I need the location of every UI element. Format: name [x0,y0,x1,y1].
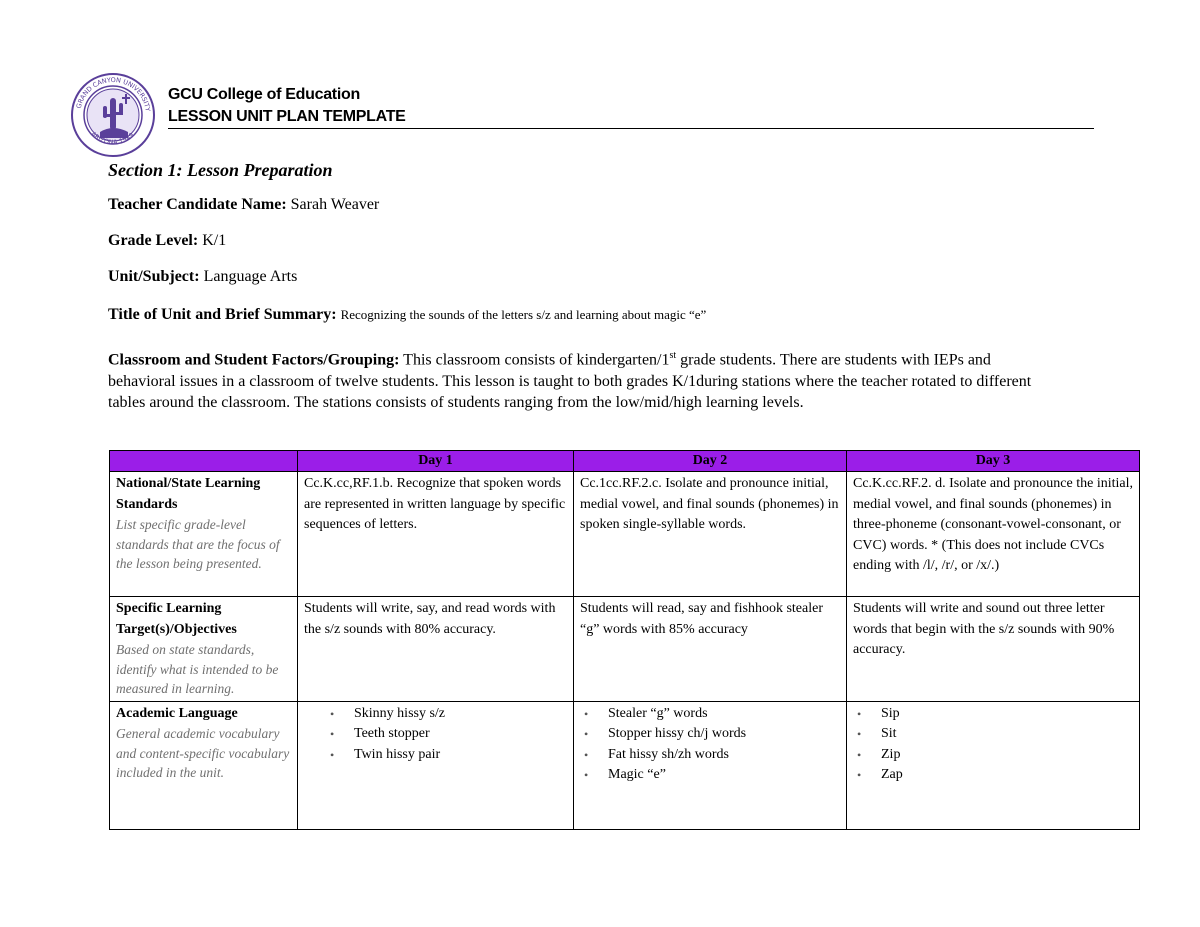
classroom-factors-label: Classroom and Student Factors/Grouping: [108,351,400,369]
objectives-day-1: Students will write, say, and read words with the s/z sounds with 80% accuracy. [298,597,574,702]
row-description: General academic vocabulary and content-specific vocabulary included in the unit. [116,726,290,780]
row-description: List specific grade-level standards that are the focus of the lesson being presented. [116,517,280,571]
classroom-factors-value-b: grade students. There are students with IEPs and behavioral issues in a classroom of twelve students. This lesson is taught to both grades K/1during stations where the teacher rotated to different tables around the classroom. The stations consists of students ranging from the low/mid/high learning levels. [108,351,1032,412]
bullet-icon: • [857,768,862,782]
list-item: • Twin hissy pair [354,745,567,766]
list-item: • Skinny hissy s/z [354,704,567,725]
row-description: Based on state standards, identify what is intended to be measured in learning. [116,642,279,696]
standards-day-3: Cc.K.cc.RF.2. d. Isolate and pronounce the initial, medial vowel, and final sounds (phonemes) in three-phoneme (consonant-vowel-consonant, or CVC) words. * (This does not include CVCs ending with /l/, /r/, or /x/.) [847,472,1140,597]
bullet-icon: • [857,706,862,721]
row-title: National/State Learning Standards [116,476,261,512]
vocabulary-day-2 [574,701,847,829]
template-title: LESSON UNIT PLAN TEMPLATE [168,108,406,125]
vocabulary-day-3 [847,701,1140,829]
table-row [110,472,1140,597]
header-rule [168,128,1094,129]
standards-day-1: Cc.K.cc,RF.1.b. Recognize that spoken words are represented in written language by specific sequences of letters. [298,472,574,597]
document-header [70,72,1100,162]
list-item: • Zap [881,765,1133,786]
vocabulary-day-1 [298,701,574,829]
teacher-name-label: Teacher Candidate Name: [108,196,287,213]
list-item: • Sip [881,704,1133,725]
classroom-factors-field [108,345,1058,414]
bullet-icon: • [584,768,589,782]
header-day-3: Day 3 [847,451,1140,472]
grade-level-value: K/1 [202,232,227,249]
bullet-icon: • [584,747,589,762]
row-header-academic-language [110,701,298,829]
objectives-day-3: Students will write and sound out three letter words that begin with the s/z sounds with 90% accuracy. [847,597,1140,702]
svg-text:GRAND CANYON UNIVERSITY: GRAND CANYON UNIVERSITY [74,75,152,113]
list-item: • Fat hissy sh/zh words [608,745,840,766]
objectives-day-2: Students will read, say and fishhook stealer “g” words with 85% accuracy [574,597,847,702]
unit-title-field [108,306,706,324]
row-header-standards [110,472,298,597]
row-title: Academic Language [116,705,238,721]
grade-level-label: Grade Level: [108,232,199,249]
table-row [110,597,1140,702]
bullet-icon: • [584,706,589,721]
university-seal-icon [70,72,156,158]
unit-title-label: Title of Unit and Brief Summary: [108,306,337,323]
row-header-objectives [110,597,298,702]
header-day-2: Day 2 [574,451,847,472]
svg-text:ARIZONA 1949: ARIZONA 1949 [89,130,136,147]
bullet-icon: • [584,727,589,741]
ordinal-suffix: st [669,350,677,361]
bullet-icon: • [857,747,862,762]
unit-subject-field [108,268,297,286]
list-item: • Magic “e” [608,765,840,786]
unit-subject-value: Language Arts [203,268,298,285]
lesson-plan-table [109,450,1140,830]
teacher-name-value: Sarah Weaver [290,196,380,213]
row-title: Specific Learning Target(s)/Objectives [116,601,237,637]
header-day-1: Day 1 [298,451,574,472]
teacher-name-field [108,196,379,214]
header-blank-cell [110,451,298,472]
bullet-icon: • [330,727,335,741]
bullet-icon: • [857,727,862,741]
standards-day-2: Cc.1cc.RF.2.c. Isolate and pronounce initial, medial vowel, and final sounds (phonemes) in spoken single-syllable words. [574,472,847,597]
classroom-factors-value-a: This classroom consists of kindergarten/1 [403,351,670,369]
list-item: • Zip [881,745,1133,766]
section-title: Section 1: Lesson Preparation [108,160,333,180]
list-item: • Stopper hissy ch/j words [608,724,840,745]
list-item: • Sit [881,724,1133,745]
list-item: • Stealer “g” words [608,704,840,725]
unit-title-value: Recognizing the sounds of the letters s/z and learning about magic “e” [340,307,707,322]
list-item: • Teeth stopper [354,724,567,745]
unit-subject-label: Unit/Subject: [108,268,200,285]
table-header-row [110,451,1140,472]
bullet-icon: • [330,706,335,721]
bullet-icon: • [330,747,335,762]
college-name: GCU College of Education [168,86,360,103]
grade-level-field [108,232,226,250]
table-row [110,701,1140,829]
